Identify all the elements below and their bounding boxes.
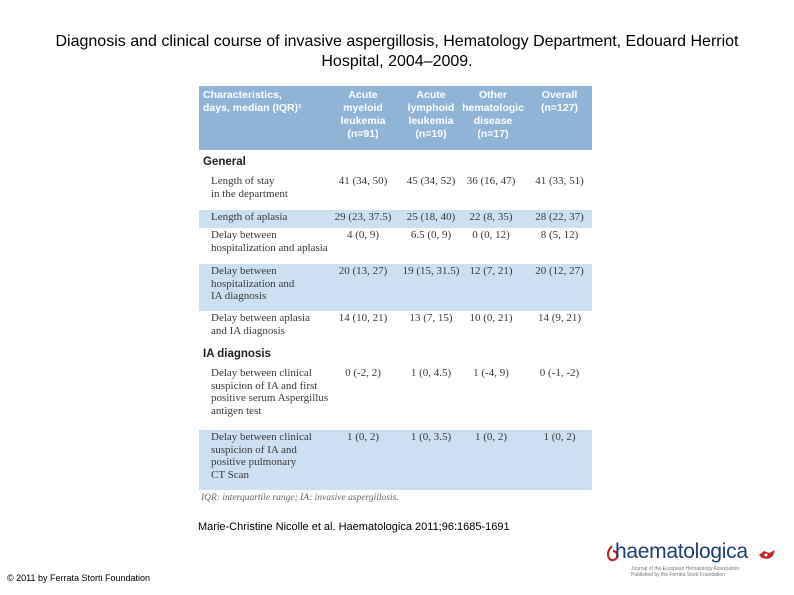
cell-all: 1 (0, 3.5) [410,431,452,443]
header-all: Acute lymphoid leukemia (n=19) [407,89,455,140]
haematologica-logo [605,540,780,580]
slide-title: Diagnosis and clinical course of invasive aspergillosis, Hematology Department, Edouard Herriot Hospital, 2004–2009. [55,33,739,70]
cell-all: 19 (15, 31.5) [402,265,460,277]
cell-overall: 8 (5, 12) [540,229,579,241]
cell-other: 1 (0, 2) [474,431,508,443]
cell-other: 22 (8, 35) [469,211,513,223]
cell-overall: 28 (22, 37) [535,211,584,223]
cell-aml: 1 (0, 2) [346,431,380,443]
cell-other: 36 (16, 47) [466,175,516,187]
citation: Marie-Christine Nicolle et al. Haematologica 2011;96:1685-1691 [198,521,510,533]
logo-wordmark: haematologica [615,540,748,563]
logo-emblem-icon [757,548,777,562]
cell-all: 25 (18, 40) [406,211,456,223]
cell-overall: 14 (9, 21) [537,312,582,324]
row-label: Length of stay in the department [211,175,288,200]
cell-all: 1 (0, 4.5) [410,367,452,379]
table-row [199,210,592,228]
section-ia-diagnosis: IA diagnosis [203,348,271,360]
cell-overall: 0 (-1, -2) [539,367,580,379]
row-label: Delay between clinical suspicion of IA and first positive serum Aspergillus antigen test [211,367,329,417]
cell-other: 12 (7, 21) [469,265,513,277]
row-label: Delay between aplasia and IA diagnosis [211,312,310,337]
cell-aml: 29 (23, 37.5) [334,211,392,223]
results-table [199,86,592,506]
row-label: Length of aplasia [211,211,288,223]
row-label: Delay between clinical suspicion of IA and positive pulmonary CT Scan [211,431,312,481]
table-row [199,228,592,264]
cell-overall: 1 (0, 2) [543,431,576,443]
row-label: Delay between hospitalization and aplasia [211,229,328,254]
row-label: Delay between hospitalization and IA diagnosis [211,265,295,302]
cell-all: 13 (7, 15) [409,312,453,324]
section-general: General [203,156,246,168]
cell-aml: 4 (0, 9) [346,229,380,241]
header-aml: Acute myeloid leukemia (n=91) [340,89,386,140]
table-row [199,311,592,345]
cell-all: 45 (34, 52) [406,175,456,187]
cell-other: 1 (-4, 9) [473,367,509,379]
cell-aml: 41 (34, 50) [338,175,388,187]
table-row [199,174,592,210]
logo-tagline: Journal of the European Hematology Association Published by the Ferrata Storti Foundation [631,566,740,578]
cell-all: 6.5 (0, 9) [410,229,452,241]
cell-other: 10 (0, 21) [469,312,513,324]
cell-overall: 20 (12, 27) [535,265,584,277]
header-other: Other hematologic disease (n=17) [462,89,524,140]
copyright: © 2011 by Ferrata Storti Foundation [7,573,151,583]
cell-other: 0 (0, 12) [472,229,510,241]
table-row [199,366,592,428]
header-overall: Overall (n=127) [540,89,579,114]
cell-overall: 41 (33, 51) [535,175,584,187]
header-characteristics: Characteristics, days, median (IQR)¹ [203,89,302,114]
cell-aml: 20 (13, 27) [338,265,388,277]
cell-aml: 14 (10, 21) [338,312,388,324]
table-row [199,264,592,311]
table-footnote: IQR: interquartile range; IA: invasive aspergillosis. [201,493,399,503]
table-header [199,86,592,150]
cell-aml: 0 (-2, 2) [345,367,381,379]
table-row [199,430,592,490]
